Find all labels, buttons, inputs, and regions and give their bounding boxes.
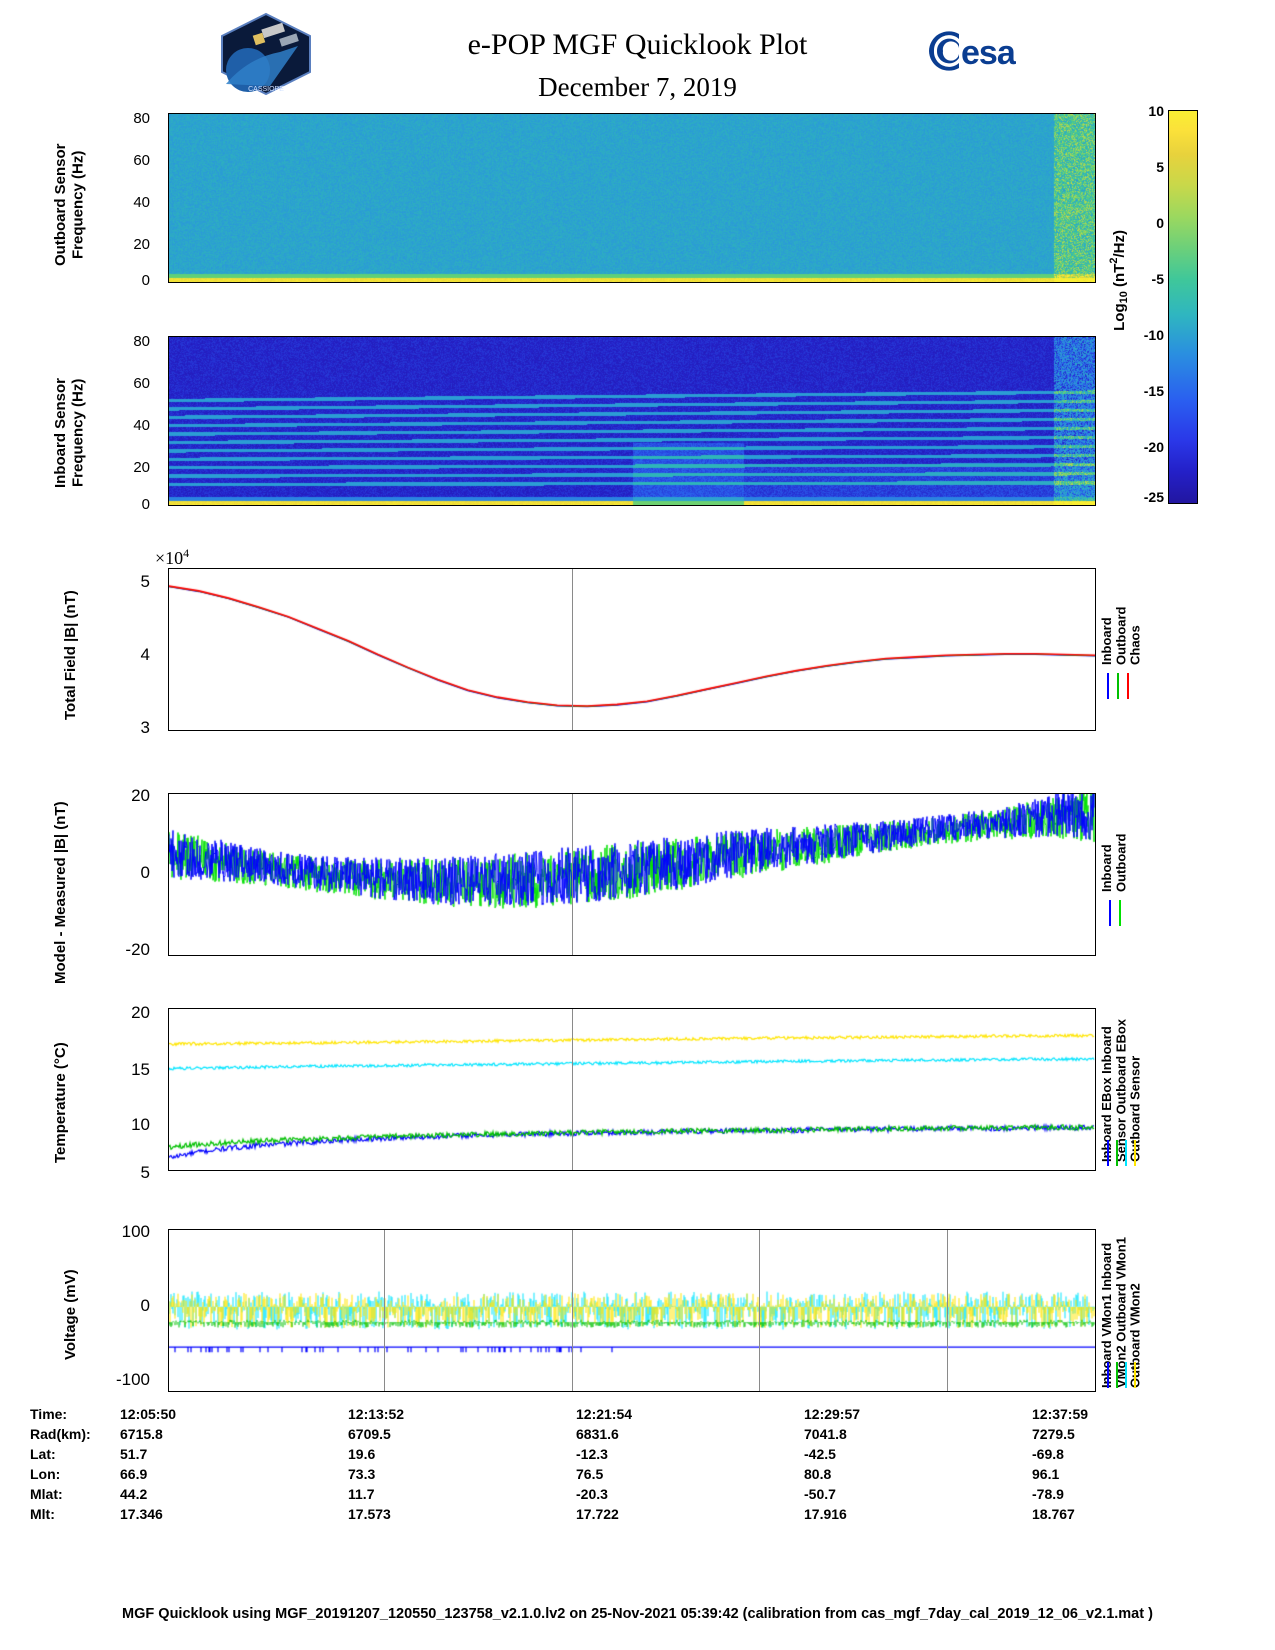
outboard-spectrogram-panel	[168, 113, 1096, 283]
temperature-panel	[168, 1008, 1096, 1171]
ytick: 4	[140, 645, 150, 664]
colorbar	[1168, 110, 1198, 504]
cell: 44.2	[120, 1486, 148, 1502]
row-label: Mlat:	[30, 1486, 63, 1502]
ytick: 20	[131, 786, 150, 805]
ytick: 40	[133, 194, 150, 211]
total-field-legend: Inboard Outboard Chaos	[1099, 606, 1143, 665]
page-subtitle: December 7, 2019	[538, 72, 737, 102]
table-row	[30, 1484, 1260, 1504]
cell: 17.916	[804, 1506, 847, 1522]
model-minus-measured-legend: Inboard Outboard	[1099, 833, 1129, 892]
ytick: -100	[115, 1370, 150, 1389]
cell: 12:05:50	[120, 1406, 177, 1422]
cell: 6715.8	[120, 1426, 163, 1442]
cell: -12.3	[576, 1446, 608, 1462]
voltage-panel	[168, 1229, 1096, 1392]
voltage-legend-lines	[1103, 1362, 1143, 1390]
cell: 17.573	[348, 1506, 391, 1522]
colorbar-tick: 5	[1156, 159, 1164, 175]
cell: 12:13:52	[348, 1406, 405, 1422]
model-minus-measured-legend-lines	[1105, 900, 1129, 928]
row-label: Lat:	[30, 1446, 56, 1462]
cell: -69.8	[1032, 1446, 1064, 1462]
colorbar-tick: -5	[1151, 271, 1164, 287]
cell: -78.9	[1032, 1486, 1064, 1502]
row-label: Mlt:	[30, 1506, 55, 1522]
ytick: 80	[133, 110, 150, 127]
total-field-panel	[168, 568, 1096, 731]
ytick: 20	[133, 236, 150, 253]
svg-text:CASSIOPE: CASSIOPE	[248, 86, 284, 93]
model-minus-measured-ylabel: Model - Measured |B| (nT)	[52, 801, 69, 984]
table-row	[30, 1424, 1260, 1444]
esa-logo	[925, 28, 1043, 72]
cell: 80.8	[804, 1466, 832, 1482]
total-field-ylabel: Total Field |B| (nT)	[62, 590, 79, 720]
inboard-spectrogram-ylabel: Inboard Sensor Frequency (Hz)	[52, 377, 87, 488]
svg-text:esa: esa	[961, 34, 1015, 72]
cell: 7279.5	[1032, 1426, 1075, 1442]
row-label: Rad(km):	[30, 1426, 91, 1442]
temperature-ylabel: Temperature (°C)	[52, 1042, 69, 1163]
ytick: 20	[131, 1003, 150, 1022]
footnote: MGF Quicklook using MGF_20191207_120550_123758_v2.1.0.lv2 on 25-Nov-2021 05:39:42 (calibration from cas_mgf_7day_cal_2019_12_06_v2.1.mat )	[122, 1606, 1153, 1622]
table-row	[30, 1464, 1260, 1484]
colorbar-tick: 0	[1156, 215, 1164, 231]
ephemeris-table	[30, 1404, 1260, 1524]
voltage-ylabel: Voltage (mV)	[62, 1269, 79, 1361]
cell: 11.7	[348, 1486, 375, 1502]
ytick: 100	[121, 1222, 150, 1241]
cell: 19.6	[348, 1446, 376, 1462]
model-minus-measured-panel	[168, 793, 1096, 956]
table-row	[30, 1504, 1260, 1524]
voltage-legend: Inboard VMon1 Inboard VMon2 Outboard VMon1 Outboard VMon2	[1099, 1237, 1143, 1388]
ytick: 0	[141, 272, 150, 289]
ytick: -20	[125, 940, 150, 959]
cell: 51.7	[120, 1446, 148, 1462]
row-label: Time:	[30, 1406, 68, 1422]
temperature-legend-lines	[1103, 1140, 1143, 1168]
page-title: e-POP MGF Quicklook Plot	[467, 28, 808, 61]
cell: 66.9	[120, 1466, 148, 1482]
ytick: 0	[141, 496, 150, 513]
inboard-spectrogram-panel	[168, 336, 1096, 506]
cell: 7041.8	[804, 1426, 847, 1442]
cell: -20.3	[576, 1486, 608, 1502]
ytick: 3	[140, 718, 150, 737]
cell: 76.5	[576, 1466, 604, 1482]
row-label: Lon:	[30, 1466, 61, 1482]
colorbar-tick: -15	[1143, 383, 1164, 399]
cell: 12:37:59	[1032, 1406, 1089, 1422]
cell: -50.7	[804, 1486, 836, 1502]
cell: 17.722	[576, 1506, 619, 1522]
cell: -42.5	[804, 1446, 836, 1462]
ytick: 15	[131, 1060, 150, 1079]
ytick: 5	[140, 572, 150, 591]
cell: 12:29:57	[804, 1406, 861, 1422]
colorbar-tick: -20	[1143, 439, 1164, 455]
ytick: 60	[133, 375, 150, 392]
ytick: 60	[133, 152, 150, 169]
colorbar-label: Log$_{10}$ $(nT^2/Hz)$	[1108, 230, 1130, 331]
cell: 6709.5	[348, 1426, 391, 1442]
ytick: 0	[140, 1296, 150, 1315]
ytick: 40	[133, 417, 150, 434]
ytick: 0	[140, 863, 150, 882]
colorbar-tick: -10	[1143, 327, 1164, 343]
table-row	[30, 1404, 1260, 1424]
colorbar-tick: -25	[1143, 489, 1164, 505]
total-field-scale-exponent: $\times 10^4$	[155, 546, 190, 568]
cell: 73.3	[348, 1466, 376, 1482]
cell: 12:21:54	[576, 1406, 633, 1422]
table-row	[30, 1444, 1260, 1464]
total-field-legend-lines	[1103, 673, 1137, 701]
ytick: 20	[133, 459, 150, 476]
cell: 17.346	[120, 1506, 163, 1522]
cell: 96.1	[1032, 1466, 1060, 1482]
ytick: 10	[131, 1115, 150, 1134]
ytick: 80	[133, 333, 150, 350]
cell: 18.767	[1032, 1506, 1075, 1522]
colorbar-tick: 10	[1148, 103, 1164, 119]
outboard-spectrogram-ylabel: Outboard Sensor Frequency (Hz)	[52, 143, 87, 267]
temperature-legend: Inboard EBox Inboard Sensor Outboard EBox Outboard Sensor	[1099, 1018, 1143, 1162]
ytick: 5	[140, 1163, 150, 1182]
cell: 6831.6	[576, 1426, 619, 1442]
